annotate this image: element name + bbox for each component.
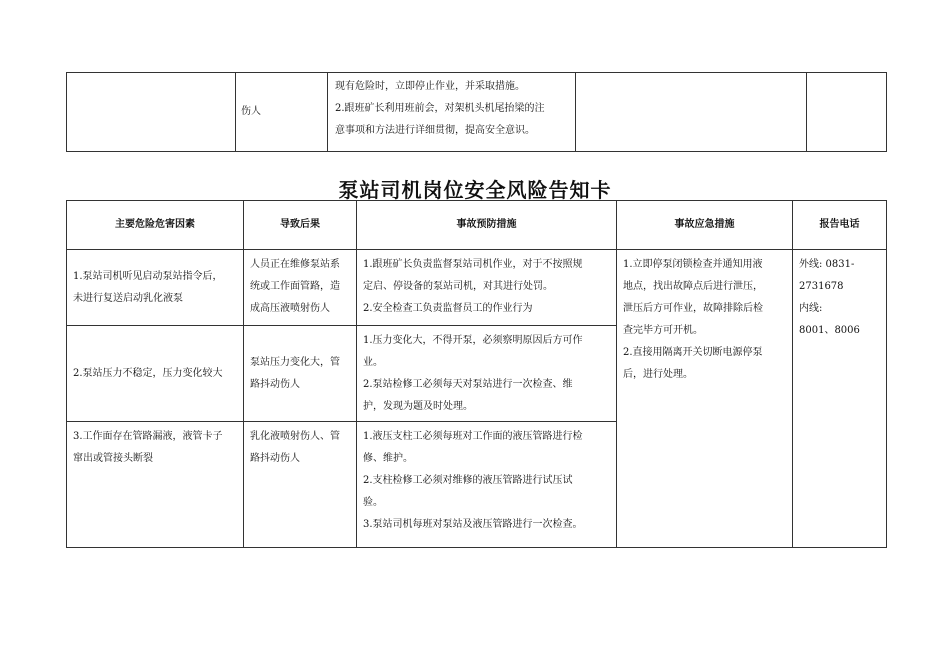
- table-cell: [67, 73, 236, 152]
- previous-card-table-fragment: [66, 72, 887, 152]
- table-cell: [807, 73, 887, 152]
- table-cell: 现有危险时，立即停止作业，并采取措施。 2.跟班矿长利用班前会，对架机头机尾抬梁的注 意事项和方法进行详细贯彻，提高安全意识。: [328, 73, 576, 152]
- prevention-cell: 1.液压支柱工必须每班对工作面的液压管路进行检 修、维护。 2.支柱检修工必须对维修的液压管路进行试压试 验。 3.泵站司机每班对泵站及液压管路进行一次检查。: [357, 422, 617, 548]
- hazard-cell: 3.工作面存在管路漏液，液管卡子 窜出或管接头断裂: [67, 422, 244, 548]
- hazard-cell: 2.泵站压力不稳定，压力变化较大: [67, 326, 244, 422]
- header-phone: 报告电话: [793, 201, 887, 250]
- prevention-cell: 1.跟班矿长负责监督泵站司机作业，对于不按照规 定启、停设备的泵站司机，对其进行处罚。 2.安全检查工负责监督员工的作业行为: [357, 250, 617, 326]
- table-cell: [576, 73, 807, 152]
- consequence-cell: 泵站压力变化大，管 路抖动伤人: [244, 326, 357, 422]
- header-hazard: 主要危险危害因素: [67, 201, 244, 250]
- risk-notification-table: [66, 200, 887, 548]
- emergency-cell: 1.立即停泵闭锁检查并通知用液 地点，找出故障点后进行泄压， 泄压后方可作业，故障排除后检 查完毕方可开机。 2.直接用隔离开关切断电源停泵 后，进行处理。: [617, 250, 793, 548]
- table-row: [67, 250, 887, 326]
- hazard-cell: 1.泵站司机听见启动泵站指令后， 未进行复送启动乳化液泵: [67, 250, 244, 326]
- phone-cell: 外线: 0831- 2731678 内线: 8001、8006: [793, 250, 887, 548]
- table-row: [67, 73, 887, 152]
- header-emergency: 事故应急措施: [617, 201, 793, 250]
- prevention-cell: 1.压力变化大，不得开泵，必须察明原因后方可作 业。 2.泵站检修工必须每天对泵站进行一次检查、维 护，发现为题及时处理。: [357, 326, 617, 422]
- consequence-cell: 人员正在维修泵站系 统或工作面管路，造 成高压液喷射伤人: [244, 250, 357, 326]
- header-consequence: 导致后果: [244, 201, 357, 250]
- header-prevention: 事故预防措施: [357, 201, 617, 250]
- consequence-cell: 乳化液喷射伤人、管 路抖动伤人: [244, 422, 357, 548]
- page-title: 泵站司机岗位安全风险告知卡: [338, 178, 612, 202]
- table-cell: 伤人: [236, 73, 328, 152]
- table-header-row: [67, 201, 887, 250]
